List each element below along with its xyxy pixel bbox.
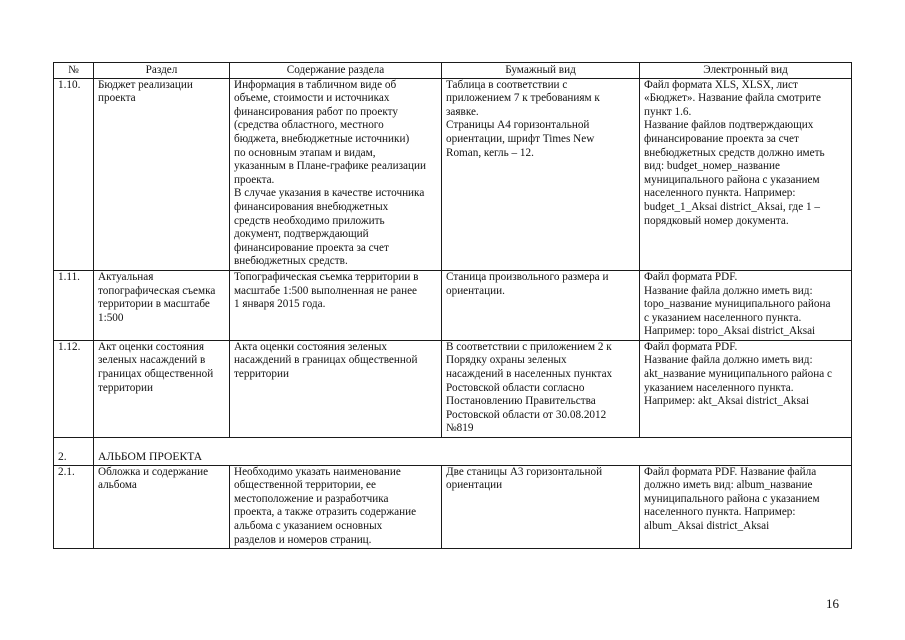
cell-line: территории в масштабе xyxy=(98,298,210,311)
cell-line: Две станицы А3 горизонтальной xyxy=(446,465,603,478)
cell-line: зеленых насаждений в xyxy=(98,354,206,367)
cell-line: объеме, стоимости и источниках xyxy=(234,92,390,105)
cell-line: внебюджетных средств. xyxy=(234,255,348,268)
cell-line: Информация в табличном виде об xyxy=(234,78,397,91)
cell-line: документ, подтверждающий xyxy=(234,228,369,241)
cell-line: 1:500 xyxy=(98,311,124,324)
cell-line: насаждений в границах общественной xyxy=(234,354,418,367)
row-section xyxy=(94,340,230,437)
cell-line: Roman, кегль – 12. xyxy=(446,146,534,159)
cell-line: Название файлов подтверждающих xyxy=(644,119,814,132)
row-electronic xyxy=(640,340,852,437)
cell-line: финансирования внебюджетных xyxy=(234,200,389,213)
row-number: 2.1. xyxy=(54,465,94,549)
cell-line: муниципального района с указанием xyxy=(644,492,820,505)
row-content xyxy=(230,270,442,340)
row-number: 1.11. xyxy=(54,270,94,340)
cell-line: akt_название муниципального района с xyxy=(644,368,832,381)
cell-line: указанным в Плане-графике реализации xyxy=(234,160,426,173)
row-paper xyxy=(442,465,640,549)
row-electronic xyxy=(640,465,852,549)
table-header-row xyxy=(54,63,852,79)
header-electronic: Электронный вид xyxy=(640,63,852,79)
cell-line: населенного пункта. Например: xyxy=(644,187,796,200)
cell-line: Файл формата PDF. Название файла xyxy=(644,465,817,478)
cell-line: Страницы А4 горизонтальной xyxy=(446,119,590,132)
cell-line: населенного пункта. Например: xyxy=(644,506,796,519)
table-row xyxy=(54,465,852,549)
row-section xyxy=(94,270,230,340)
cell-line: Ростовской области от 30.08.2012 xyxy=(446,408,607,421)
cell-line: проекта, а также отразить содержание xyxy=(234,506,417,519)
cell-line: ориентации xyxy=(446,479,503,492)
cell-line: №819 xyxy=(446,422,474,435)
row-content xyxy=(230,78,442,270)
cell-line: Таблица в соответствии с xyxy=(446,78,568,91)
cell-line: В случае указания в качестве источника xyxy=(234,187,425,200)
cell-line: территории xyxy=(98,381,153,394)
header-section: Раздел xyxy=(94,63,230,79)
row-content xyxy=(230,340,442,437)
cell-line: порядковый номер документа. xyxy=(644,214,789,227)
cell-line: Файл формата PDF. xyxy=(644,270,738,283)
cell-line: приложением 7 к требованиям к xyxy=(446,92,600,105)
header-content: Содержание раздела xyxy=(230,63,442,79)
row-content xyxy=(230,465,442,549)
cell-line: местоположение и разработчика xyxy=(234,492,389,505)
header-number: № xyxy=(54,63,94,79)
header-paper: Бумажный вид xyxy=(442,63,640,79)
section-title: АЛЬБОМ ПРОЕКТА xyxy=(94,438,852,466)
row-section xyxy=(94,78,230,270)
cell-line: топографическая съемка xyxy=(98,284,216,297)
row-number: 1.10. xyxy=(54,78,94,270)
table-row xyxy=(54,270,852,340)
cell-line: общественной территории, ее xyxy=(234,479,376,492)
section-number: 2. xyxy=(54,438,94,466)
cell-line: Например: akt_Aksai district_Aksai xyxy=(644,395,809,408)
cell-line: территории xyxy=(234,368,289,381)
row-paper xyxy=(442,78,640,270)
cell-line: Необходимо указать наименование xyxy=(234,465,401,478)
cell-line: topo_название муниципального района xyxy=(644,298,831,311)
row-section xyxy=(94,465,230,549)
cell-line: насаждений в населенных пунктах xyxy=(446,368,613,381)
cell-line: budget_1_Aksai district_Aksai, где 1 – xyxy=(644,200,820,213)
cell-line: ориентации, шрифт Times New xyxy=(446,132,595,145)
cell-line: Название файла должно иметь вид: xyxy=(644,354,813,367)
cell-line: (средства областного, местного xyxy=(234,119,384,132)
section-heading-row xyxy=(54,438,852,466)
table-row xyxy=(54,340,852,437)
cell-line: Актуальная xyxy=(98,270,154,283)
cell-line: ориентации. xyxy=(446,284,505,297)
cell-line: указанием населенного пункта. xyxy=(644,381,794,394)
cell-line: заявке. xyxy=(446,105,479,118)
table-row xyxy=(54,78,852,270)
cell-line: 1 января 2015 года. xyxy=(234,298,326,311)
cell-line: Порядку охраны зеленых xyxy=(446,354,567,367)
row-paper xyxy=(442,340,640,437)
cell-line: финансирование проекта за счет xyxy=(644,132,799,145)
cell-line: границах общественной xyxy=(98,368,214,381)
cell-line: по основным этапам и видам, xyxy=(234,146,376,159)
cell-line: Акта оценки состояния зеленых xyxy=(234,340,387,353)
cell-line: внебюджетных средств должно иметь xyxy=(644,146,825,159)
requirements-table xyxy=(53,62,852,549)
row-electronic xyxy=(640,78,852,270)
cell-line: Постановлению Правительства xyxy=(446,395,596,408)
cell-line: Файл формата XLS, XLSX, лист xyxy=(644,78,798,91)
cell-line: финансирование проекта за счет xyxy=(234,241,389,254)
cell-line: «Бюджет». Название файла смотрите xyxy=(644,92,821,105)
cell-line: Станица произвольного размера и xyxy=(446,270,609,283)
cell-line: Название файла должно иметь вид: xyxy=(644,284,813,297)
cell-line: должно иметь вид: album_название xyxy=(644,479,813,492)
cell-line: Бюджет реализации xyxy=(98,78,193,91)
cell-line: Обложка и содержание xyxy=(98,465,209,478)
cell-line: финансирования работ по проекту xyxy=(234,105,398,118)
cell-line: Топографическая съемка территории в xyxy=(234,270,419,283)
cell-line: пункт 1.6. xyxy=(644,105,692,118)
cell-line: Например: topo_Aksai district_Aksai xyxy=(644,325,816,338)
cell-line: вид: budget_номер_название xyxy=(644,160,780,173)
cell-line: Акт оценки состояния xyxy=(98,340,204,353)
cell-line: средств необходимо приложить xyxy=(234,214,385,227)
cell-line: Ростовской области согласно xyxy=(446,381,585,394)
cell-line: с указанием населенного пункта. xyxy=(644,311,802,324)
cell-line: Файл формата PDF. xyxy=(644,340,738,353)
cell-line: разделов и номеров страниц. xyxy=(234,533,372,546)
row-paper xyxy=(442,270,640,340)
cell-line: проекта. xyxy=(234,173,275,186)
row-number: 1.12. xyxy=(54,340,94,437)
cell-line: масштабе 1:500 выполненная не ранее xyxy=(234,284,418,297)
cell-line: муниципального района с указанием xyxy=(644,173,820,186)
cell-line: альбома с указанием основных xyxy=(234,520,383,532)
row-electronic xyxy=(640,270,852,340)
cell-line: В соответствии с приложением 2 к xyxy=(446,340,612,353)
page-number: 16 xyxy=(826,596,839,611)
cell-line: album_Aksai district_Aksai xyxy=(644,520,770,532)
cell-line: альбома xyxy=(98,479,137,492)
cell-line: бюджета, внебюджетные источники) xyxy=(234,132,410,145)
cell-line: проекта xyxy=(98,92,136,105)
